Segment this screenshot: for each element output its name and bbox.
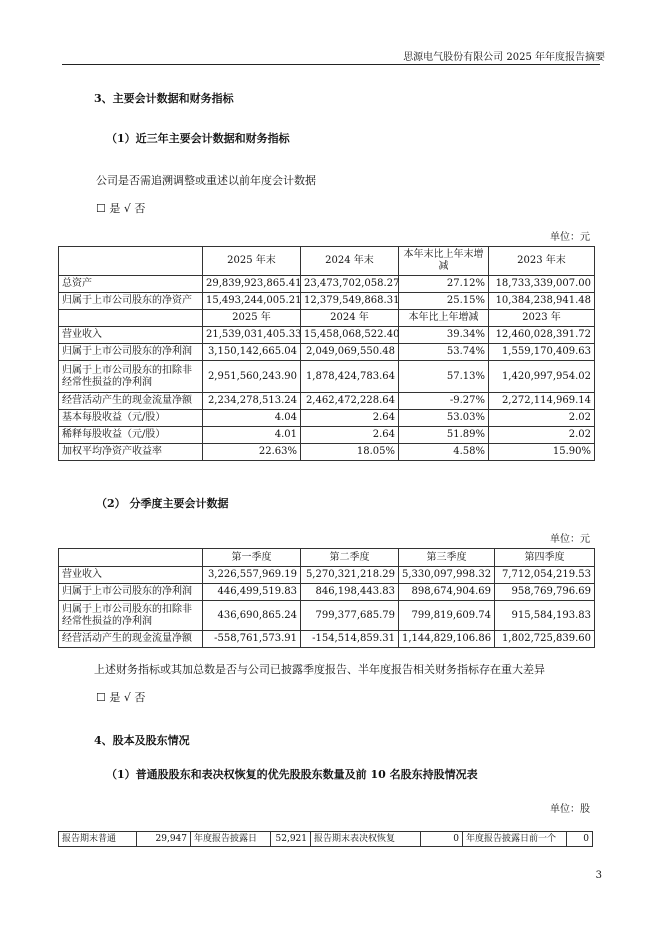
table-cell: 53.03% [399, 410, 489, 427]
table-cell: 营业收入 [59, 327, 203, 344]
sub-4-1-title: （1）普通股股东和表决权恢复的优先股股东数量及前 10 名股东持股情况表 [106, 768, 478, 781]
table-cell: 57.13% [399, 361, 489, 393]
table-cell: 18,733,339,007.00 [489, 276, 595, 293]
column-header [59, 310, 203, 327]
table-cell: 846,198,443.83 [301, 584, 399, 601]
table-cell: 1,420,997,954.02 [489, 361, 595, 393]
table-cell: 25.15% [399, 293, 489, 310]
column-header [59, 247, 203, 276]
table-cell: 总资产 [59, 276, 203, 293]
table-cell: 21,539,031,405.33 [203, 327, 301, 344]
table-row [59, 293, 595, 310]
table-cell: 51.89% [399, 427, 489, 444]
column-header: 2024 年 [301, 310, 399, 327]
table-cell: 15,458,068,522.40 [301, 327, 399, 344]
page-header: 思源电气股份有限公司 2025 年年度报告摘要 [403, 52, 605, 63]
table-cell: 2.64 [301, 427, 399, 444]
table-cell: 799,819,609.74 [399, 601, 495, 631]
table-cell: 1,144,829,106.86 [399, 631, 495, 648]
table-cell: 4.58% [399, 444, 489, 461]
table-cell: 1,878,424,783.64 [301, 361, 399, 393]
table-cell: 2.64 [301, 410, 399, 427]
table-cell: 2,462,472,228.64 [301, 393, 399, 410]
table-cell: 18.05% [301, 444, 399, 461]
table-row [59, 327, 595, 344]
table-cell: 经营活动产生的现金流量净额 [59, 631, 203, 648]
table-cell: 0 [421, 832, 463, 847]
table-cell: 归属于上市公司股东的净利润 [59, 344, 203, 361]
table-cell: 15,493,244,005.21 [203, 293, 301, 310]
column-header: 第四季度 [495, 549, 595, 567]
table-cell: 12,460,028,391.72 [489, 327, 595, 344]
column-header: 2023 年末 [489, 247, 595, 276]
column-header: 2023 年 [489, 310, 595, 327]
table-cell: 915,584,193.83 [495, 601, 595, 631]
column-header: 2024 年末 [301, 247, 399, 276]
table-header-row [59, 247, 595, 276]
difference-question: 上述财务指标或其加总数是否与公司已披露季度报告、半年度报告相关财务指标存在重大差异 [94, 663, 545, 676]
table-cell: 年度报告披露日前一个 [463, 832, 567, 847]
table-header-row [59, 549, 595, 567]
table-row [59, 601, 595, 631]
unit-label-3: 单位：股 [550, 804, 590, 815]
table-cell: 5,330,097,998.32 [399, 567, 495, 584]
page-number: 3 [595, 870, 602, 881]
table-cell: 2,234,278,513.24 [203, 393, 301, 410]
sub-2-title: （2） 分季度主要会计数据 [96, 497, 229, 510]
table-cell: 基本每股收益（元/股） [59, 410, 203, 427]
table-cell: 29,947 [137, 832, 191, 847]
table-cell: 0 [567, 832, 593, 847]
table-row [59, 276, 595, 293]
table-cell: 15.90% [489, 444, 595, 461]
table-cell: 7,712,054,219.53 [495, 567, 595, 584]
table-cell: 958,769,796.69 [495, 584, 595, 601]
table-cell: 22.63% [203, 444, 301, 461]
column-header: 第二季度 [301, 549, 399, 567]
table-cell: 归属于上市公司股东的扣除非经常性损益的净利润 [59, 361, 203, 393]
column-header: 第一季度 [203, 549, 301, 567]
column-header: 本年比上年增减 [399, 310, 489, 327]
table-cell: 营业收入 [59, 567, 203, 584]
table-cell: 1,802,725,839.60 [495, 631, 595, 648]
table-row [59, 631, 595, 648]
table-header-row [59, 310, 595, 327]
sub-1-title: （1）近三年主要会计数据和财务指标 [106, 132, 290, 145]
table-cell: 2,049,069,550.48 [301, 344, 399, 361]
difference-choice: ☐ 是 √ 否 [96, 691, 146, 704]
table-row [59, 361, 595, 393]
column-header: 2025 年 [203, 310, 301, 327]
table-cell: 436,690,865.24 [203, 601, 301, 631]
table-cell: 4.04 [203, 410, 301, 427]
table-cell: 23,473,702,058.27 [301, 276, 399, 293]
table-cell: 2.02 [489, 427, 595, 444]
table-row [59, 344, 595, 361]
table-cell: 报告期末表决权恢复 [311, 832, 421, 847]
table-cell: 29,839,923,865.41 [203, 276, 301, 293]
table-cell: -558,761,573.91 [203, 631, 301, 648]
header-divider [62, 64, 600, 65]
table-cell: 2,272,114,969.14 [489, 393, 595, 410]
table-cell: 4.01 [203, 427, 301, 444]
table-cell: 归属于上市公司股东的扣除非经常性损益的净利润 [59, 601, 203, 631]
column-header: 2025 年末 [203, 247, 301, 276]
table-cell: 12,379,549,868.31 [301, 293, 399, 310]
table-cell: 稀释每股收益（元/股） [59, 427, 203, 444]
quarterly-data-table [58, 548, 595, 648]
table-cell: 加权平均净资产收益率 [59, 444, 203, 461]
section-4-title: 4、股本及股东情况 [94, 734, 190, 747]
unit-label-1: 单位：元 [550, 232, 590, 243]
restatement-question: 公司是否需追溯调整或重述以前年度会计数据 [96, 174, 316, 187]
table-cell: 归属于上市公司股东的净资产 [59, 293, 203, 310]
table-cell: 799,377,685.79 [301, 601, 399, 631]
table-cell: 2.02 [489, 410, 595, 427]
table-cell: 3,150,142,665.04 [203, 344, 301, 361]
table-cell: 3,226,557,969.19 [203, 567, 301, 584]
table-row [59, 584, 595, 601]
table-cell: 经营活动产生的现金流量净额 [59, 393, 203, 410]
restatement-choice: ☐ 是 √ 否 [96, 202, 146, 215]
table-cell: 5,270,321,218.29 [301, 567, 399, 584]
table-cell: 52,921 [271, 832, 311, 847]
table-row [59, 444, 595, 461]
table-cell: 1,559,170,409.63 [489, 344, 595, 361]
column-header: 第三季度 [399, 549, 495, 567]
table-cell: 归属于上市公司股东的净利润 [59, 584, 203, 601]
column-header [59, 549, 203, 567]
table-cell: 报告期末普通 [59, 832, 137, 847]
table-cell: 53.74% [399, 344, 489, 361]
unit-label-2: 单位：元 [550, 534, 590, 545]
table-cell: 898,674,904.69 [399, 584, 495, 601]
column-header: 本年末比上年末增减 [399, 247, 489, 276]
table-row [59, 410, 595, 427]
table-cell: 27.12% [399, 276, 489, 293]
table-cell: 2,951,560,243.90 [203, 361, 301, 393]
annual-data-table [58, 246, 595, 461]
section-3-title: 3、主要会计数据和财务指标 [94, 92, 234, 105]
table-row [59, 427, 595, 444]
shareholder-table [58, 831, 593, 847]
table-cell: -9.27% [399, 393, 489, 410]
table-row [59, 832, 593, 847]
table-cell: 年度报告披露日 [191, 832, 271, 847]
table-row [59, 567, 595, 584]
table-row [59, 393, 595, 410]
table-cell: 39.34% [399, 327, 489, 344]
table-cell: 446,499,519.83 [203, 584, 301, 601]
table-cell: 10,384,238,941.48 [489, 293, 595, 310]
table-cell: -154,514,859.31 [301, 631, 399, 648]
